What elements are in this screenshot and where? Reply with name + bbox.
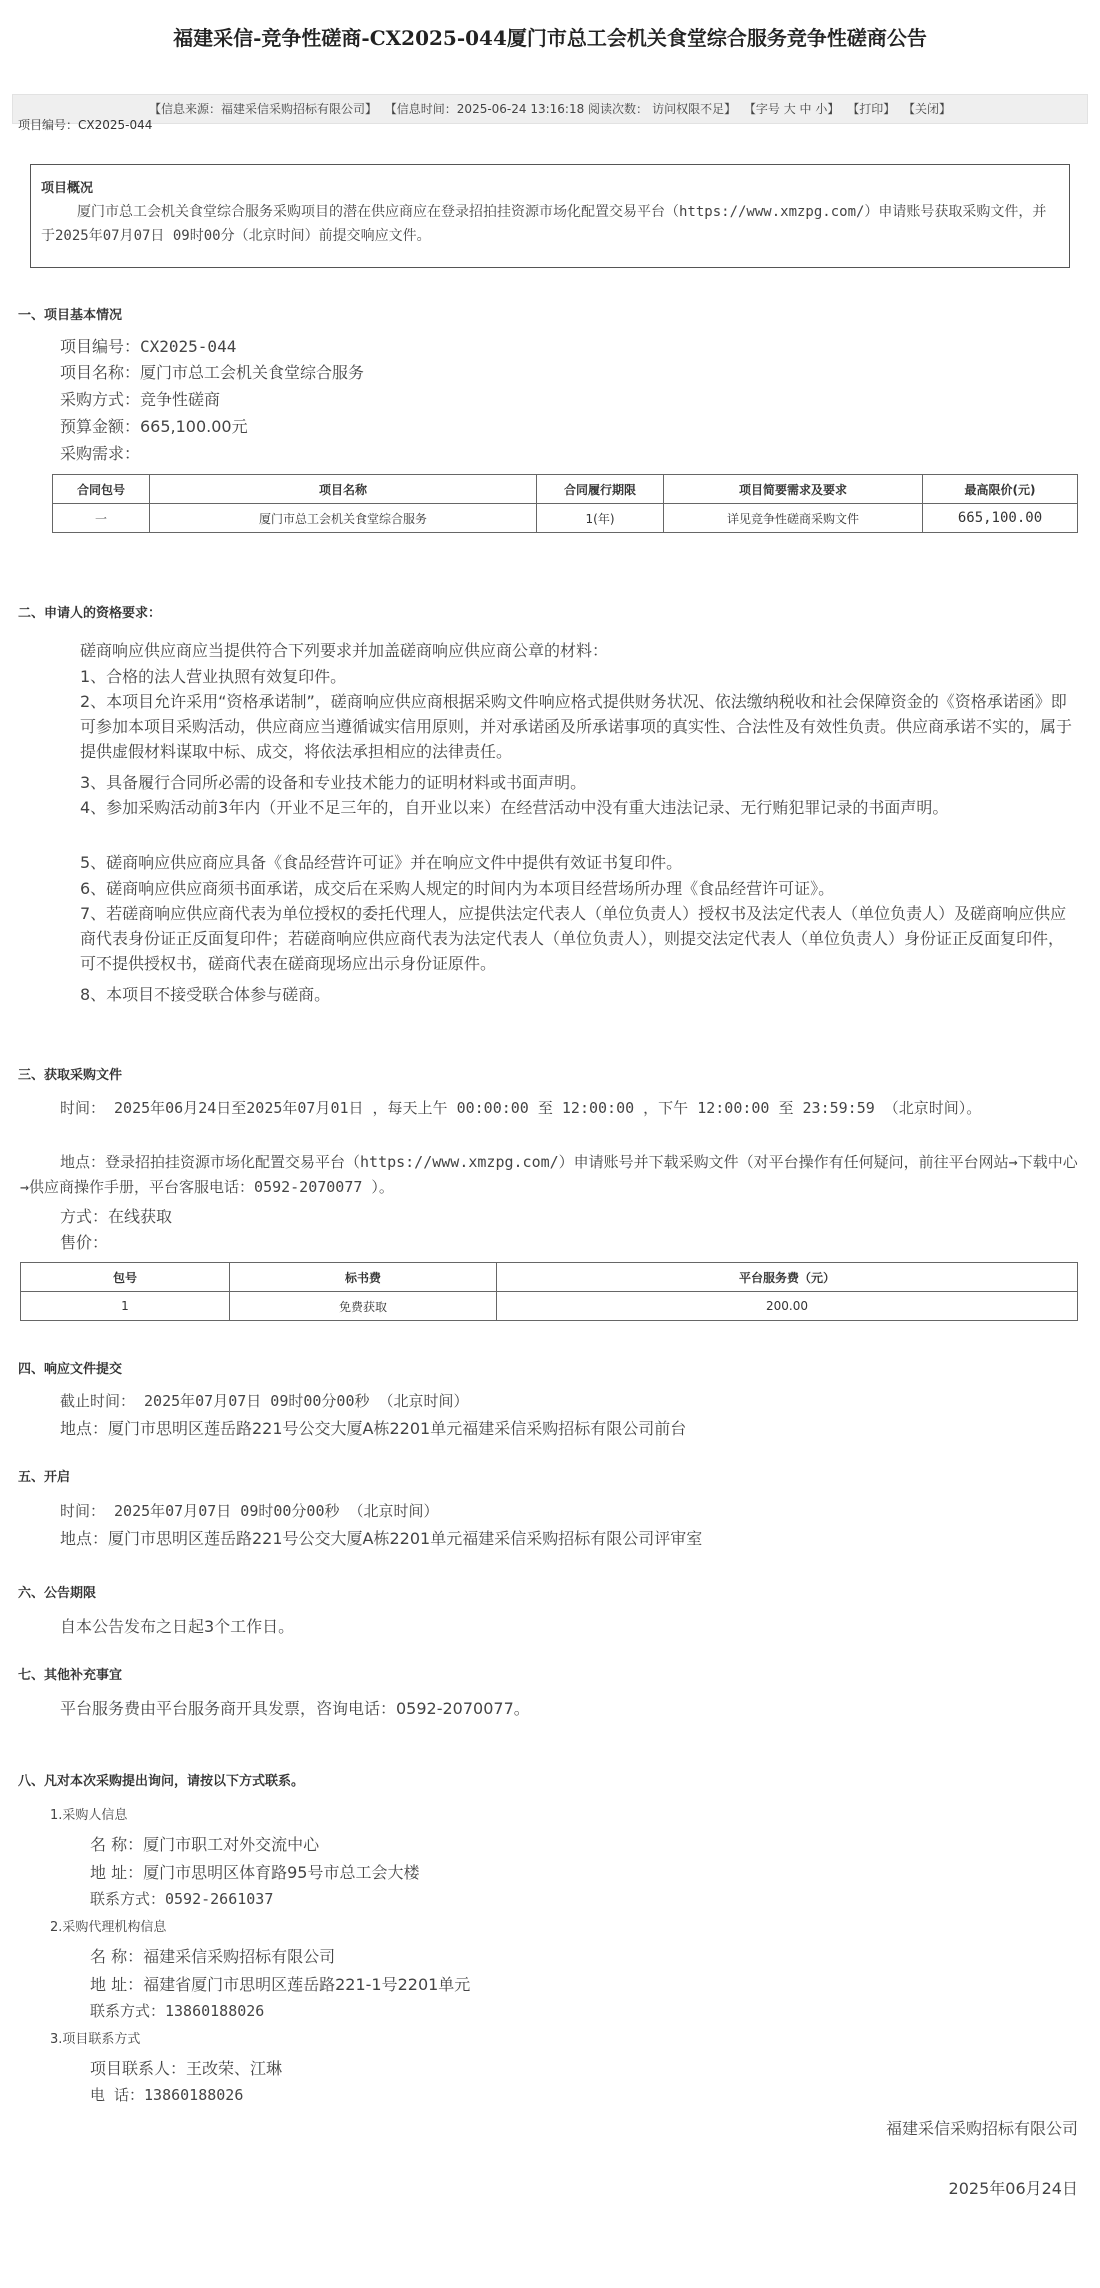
- s8-line: 名 称：福建采信采购招标有限公司: [90, 1947, 336, 1966]
- s1-line: 预算金额：665,100.00元: [60, 417, 248, 436]
- s1-line: 采购需求：: [60, 444, 141, 463]
- table-cell: 厦门市总工会机关食堂综合服务: [150, 504, 537, 533]
- section-2-heading: 二、申请人的资格要求：: [18, 606, 162, 621]
- table-cell: 详见竞争性磋商采购文件: [664, 504, 923, 533]
- s8-line: 项目联系人：王改荣、江琳: [90, 2059, 283, 2078]
- s2-line: 磋商响应供应商应当提供符合下列要求并加盖磋商响应供应商公章的材料：: [80, 641, 609, 660]
- table-cell: 免费获取: [230, 1292, 497, 1321]
- s1-line: 项目名称：厦门市总工会机关食堂综合服务: [60, 363, 365, 382]
- font-size-switcher[interactable]: 【字号 大 中 小】: [743, 102, 840, 116]
- overview-heading: 项目概况: [41, 181, 94, 196]
- table-cell: 1: [21, 1292, 230, 1321]
- section-7-heading: 七、其他补充事宜: [18, 1668, 123, 1683]
- section-1-heading: 一、项目基本情况: [18, 308, 123, 323]
- s1-line: 项目编号：CX2025-044: [60, 337, 237, 356]
- s2-line: 5、磋商响应供应商应具备《食品经营许可证》并在响应文件中提供有效证书复印件。: [80, 853, 683, 872]
- s5-line: 地点：厦门市思明区莲岳路221号公交大厦A栋2201单元福建采信采购招标有限公司评审室: [60, 1529, 703, 1548]
- s4-line: 地点：厦门市思明区莲岳路221号公交大厦A栋2201单元福建采信采购招标有限公司前台: [60, 1419, 687, 1438]
- s3-method-line: 方式：在线获取: [60, 1207, 173, 1226]
- table-cell: 665,100.00: [923, 504, 1078, 533]
- s2-line: 4、参加采购活动前3年内（开业不足三年的，自开业以来）在经营活动中没有重大违法记录、无行贿犯罪记录的书面声明。: [80, 798, 949, 817]
- s8-line: 联系方式：0592-2661037: [90, 1890, 274, 1908]
- s8-line: 地 址：福建省厦门市思明区莲岳路221-1号2201单元: [90, 1975, 471, 1994]
- s6-line: 自本公告发布之日起3个工作日。: [60, 1617, 295, 1636]
- table-header: 包号: [21, 1263, 230, 1292]
- table-header: 合同履行期限: [537, 475, 664, 504]
- s2-line: 3、具备履行合同所必需的设备和专业技术能力的证明材料或书面声明。: [80, 773, 587, 792]
- signature-date: 2025年06月24日: [948, 2179, 1078, 2198]
- info-source: 【信息来源：福建采信采购招标有限公司】: [148, 102, 377, 116]
- section-4-heading: 四、响应文件提交: [18, 1362, 123, 1377]
- table-header: 平台服务费（元）: [497, 1263, 1078, 1292]
- section-8-heading: 八、凡对本次采购提出询问，请按以下方式联系。: [18, 1774, 305, 1789]
- table-cell: 200.00: [497, 1292, 1078, 1321]
- info-time: 【信息时间：2025-06-24 13:16:18 阅读次数：: [384, 102, 649, 116]
- s5-line: 时间： 2025年07月07日 09时00分00秒 （北京时间）: [60, 1502, 439, 1520]
- table-header: 项目名称: [150, 475, 537, 504]
- project-number-header: 项目编号：CX2025-044: [18, 118, 153, 132]
- s2-line: 2、本项目允许采用“资格承诺制”，磋商响应供应商根据采购文件响应格式提供财务状况、依法缴纳税收和社会保障资金的《资格承诺函》即可参加本项目采购活动，供应商应当遵循诚实信用原则，并对承诺函及所承诺事项的真实性、合法性及有效性负责。供应商承诺不实的，属于提供虚假材料谋取中标、成交，将依法承担相应的法律责任。: [80, 692, 1073, 761]
- table-header: 最高限价(元): [923, 475, 1078, 504]
- s8-line: 联系方式：13860188026: [90, 2002, 265, 2020]
- s4-line: 截止时间： 2025年07月07日 09时00分00秒 （北京时间）: [60, 1392, 469, 1410]
- section-6-heading: 六、公告期限: [18, 1586, 97, 1601]
- s8-group-title: 3.项目联系方式: [50, 2032, 141, 2047]
- s8-group-title: 1.采购人信息: [50, 1808, 128, 1823]
- table-row: [21, 1292, 1078, 1321]
- section-3-heading: 三、获取采购文件: [18, 1068, 123, 1083]
- table-header: 项目简要需求及要求: [664, 475, 923, 504]
- section-5-heading: 五、开启: [18, 1470, 71, 1485]
- s8-line: 名 称：厦门市职工对外交流中心: [90, 1835, 320, 1854]
- s2-line: 7、若磋商响应供应商代表为单位授权的委托代理人，应提供法定代表人（单位负责人）授权书及法定代表人（单位负责人）及磋商响应供应商代表身份证正反面复印件；若磋商响应供应商代表为法定代表人（单位负责人），则提交法定代表人（单位负责人）身份证正反面复印件，可不提供授权书，磋商代表在磋商现场应出示身份证原件。: [80, 904, 1067, 973]
- s2-line: 6、磋商响应供应商须书面承诺，成交后在采购人规定的时间内为本项目经营场所办理《食品经营许可证》。: [80, 879, 835, 898]
- s8-line: 地 址：厦门市思明区体育路95号市总工会大楼: [90, 1863, 420, 1882]
- signature-company: 福建采信采购招标有限公司: [885, 2119, 1078, 2138]
- close-link[interactable]: 【关闭】: [903, 102, 952, 116]
- fee-table: [20, 1262, 1078, 1321]
- info-bar: [12, 94, 1088, 124]
- table-row: [53, 504, 1078, 533]
- table-header: 合同包号: [53, 475, 150, 504]
- s3-price-line: 售价：: [60, 1233, 109, 1252]
- s2-line: 1、合格的法人营业执照有效复印件。: [80, 667, 347, 686]
- s7-line: 平台服务费由平台服务商开具发票，咨询电话：0592-2070077。: [60, 1699, 530, 1718]
- table-cell: 1(年): [537, 504, 664, 533]
- overview-box: [30, 164, 1070, 268]
- s1-line: 采购方式：竞争性磋商: [60, 390, 221, 409]
- page-title: 福建采信-竞争性磋商-CX2025-044厦门市总工会机关食堂综合服务竞争性磋商公告: [173, 26, 927, 50]
- s2-line: 8、本项目不接受联合体参与磋商。: [80, 985, 331, 1004]
- s8-group-title: 2.采购代理机构信息: [50, 1920, 167, 1935]
- table-cell: 一: [53, 504, 150, 533]
- s3-place-line: 地点：登录招拍挂资源市场化配置交易平台（https://www.xmzpg.com/）申请账号并下载采购文件（对平台操作有任何疑问，前往平台网站→下载中心→供应商操作手册，平台客服电话：0592-2070077 ）。: [20, 1153, 1078, 1196]
- overview-text: 厦门市总工会机关食堂综合服务采购项目的潜在供应商应在登录招拍挂资源市场化配置交易平台（https://www.xmzpg.com/）申请账号获取采购文件，并于2025年07月07日 09时00分（北京时间）前提交响应文件。: [41, 204, 1047, 244]
- info-views: 访问权限不足】: [652, 102, 737, 116]
- s3-time-line: 时间： 2025年06月24日至2025年07月01日 ，每天上午 00:00:00 至 12:00:00 ，下午 12:00:00 至 23:59:59 （北京时间）。: [60, 1099, 982, 1117]
- table-header: 标书费: [230, 1263, 497, 1292]
- print-link[interactable]: 【打印】: [847, 102, 896, 116]
- s8-line: 电 话：13860188026: [90, 2086, 244, 2104]
- procurement-table: [52, 474, 1078, 533]
